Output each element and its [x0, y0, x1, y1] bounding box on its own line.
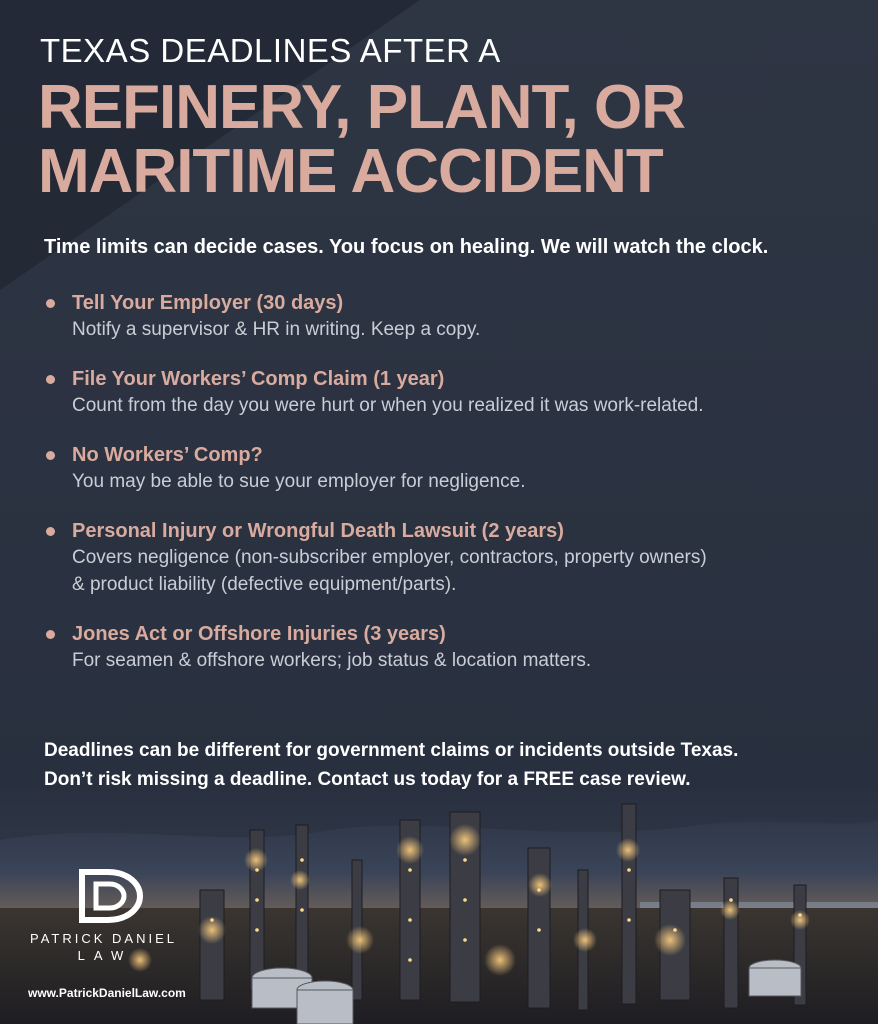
- item-desc: For seamen & offshore workers; job status & location matters.: [72, 650, 592, 671]
- deadline-list: [44, 290, 854, 697]
- list-item: [44, 442, 854, 495]
- item-title: Tell Your Employer (30 days): [72, 292, 344, 314]
- brand-logo: [30, 868, 200, 963]
- item-desc: Count from the day you were hurt or when you realized it was work-related.: [72, 395, 704, 416]
- bullet-icon: [46, 527, 55, 536]
- title-line-2: REFINERY, PLANT, OR: [38, 73, 685, 142]
- list-item: [44, 290, 854, 343]
- item-title: Personal Injury or Wrongful Death Lawsuit (2 years): [72, 520, 564, 542]
- item-desc: Notify a supervisor & HR in writing. Keep a copy.: [72, 319, 481, 340]
- item-title: Jones Act or Offshore Injuries (3 years): [72, 623, 446, 645]
- title-line-3: MARITIME ACCIDENT: [38, 137, 663, 206]
- list-item: [44, 366, 854, 419]
- list-item: [44, 621, 854, 674]
- pd-monogram-icon: [78, 868, 150, 924]
- website-link[interactable]: www.PatrickDanielLaw.com: [28, 986, 186, 1000]
- item-desc: Covers negligence (non-subscriber employer, contractors, property owners): [72, 547, 707, 568]
- bullet-icon: [46, 375, 55, 384]
- footer-line-1: Deadlines can be different for government claims or incidents outside Texas.: [44, 740, 739, 761]
- title-line-1: TEXAS DEADLINES AFTER A: [40, 32, 501, 69]
- title-main: [38, 73, 685, 206]
- list-item: [44, 518, 854, 598]
- tagline: Time limits can decide cases. You focus on healing. We will watch the clock.: [44, 236, 769, 258]
- brand-name: PATRICK DANIEL: [30, 931, 177, 946]
- footer-text: [44, 736, 864, 794]
- brand-sub: LAW: [77, 948, 133, 963]
- item-title: No Workers’ Comp?: [72, 444, 263, 466]
- bullet-icon: [46, 630, 55, 639]
- footer-line-2: Don’t risk missing a deadline. Contact us today for a FREE case review.: [44, 769, 691, 790]
- bullet-icon: [46, 451, 55, 460]
- item-desc: & product liability (defective equipment/parts).: [72, 574, 457, 595]
- item-title: File Your Workers’ Comp Claim (1 year): [72, 368, 445, 390]
- item-desc: You may be able to sue your employer for negligence.: [72, 471, 526, 492]
- bullet-icon: [46, 299, 55, 308]
